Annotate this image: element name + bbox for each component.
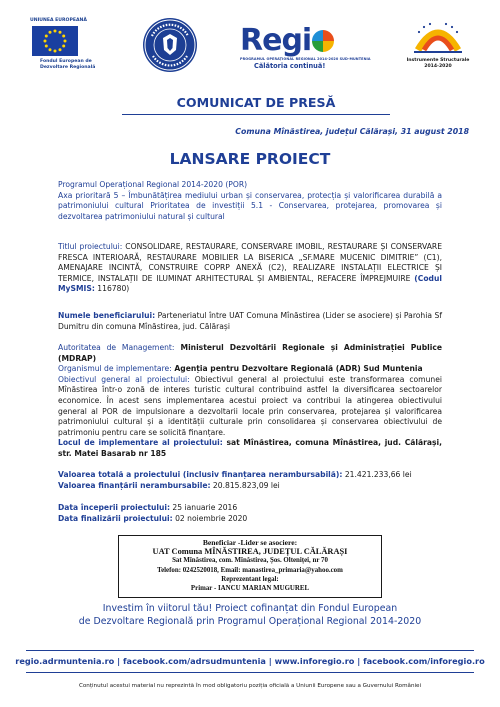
location-value: sat Mînăstirea, comuna Mînăstirea, jud. Călărași, str. Matei Basarab nr 185 [58, 438, 443, 458]
footer-links[interactable]: regio.adrmuntenia.ro | facebook.com/adrsudmuntenia | www.inforegio.ro | facebook.com/inforegio.ro [15, 656, 485, 666]
implementer-line [58, 364, 442, 375]
grant-value-line [58, 481, 442, 492]
government-logo [143, 18, 201, 76]
eu-caption-line-1: Fondul European de [40, 59, 92, 64]
management-block [58, 343, 442, 438]
regio-wordmark [240, 23, 350, 58]
footer-divider-bottom [26, 672, 474, 673]
slogan-line-2: de Dezvoltare Regională prin Programul Operațional Regional 2014-2020 [78, 616, 422, 627]
press-release-banner [122, 95, 390, 115]
authority-value: Ministerul Dezvoltării Regionale și Administrației Publice (MDRAP) [58, 343, 443, 363]
press-release-underline [122, 114, 390, 115]
regio-word: Regi [240, 23, 312, 58]
priority-axis: Axa prioritară 5 – Îmbunătățirea mediului urban și conservarea, protecția și valorificarea durabilă a patrimoniului cultural Prioritatea de investiții 5.1 - Conservarea, protejarea, promovarea și dezvoltarea patrimoniului natural și cultural [58, 190, 442, 221]
objective-line [58, 375, 442, 439]
regio-logo [240, 23, 371, 70]
mysmis-code-value: 116780) [94, 284, 130, 294]
beneficiary-label: Numele beneficiarului: [58, 311, 156, 320]
regio-o-icon [312, 30, 334, 52]
box-contact: Telefon: 0242520018, Email: manastirea_primaria@yahoo.com [157, 566, 343, 574]
start-date-line [58, 503, 442, 514]
authority-line [58, 343, 442, 364]
box-legal-rep-label: Reprezentant legal: [221, 575, 279, 583]
government-seal-icon [143, 18, 197, 72]
mysmis-code-label: (Codul MySMIS: [58, 273, 442, 294]
box-beneficiary-name: UAT Comuna MÎNĂSTIREA, JUDEȚUL CĂLĂRAȘI [152, 547, 348, 557]
structural-instruments-icon [410, 20, 466, 54]
end-date-line [58, 514, 442, 525]
objective-value: Obiectivul general al proiectului este transformarea comunei Mînăstirea într-o zonă de interes turistic cultural contribuind astfel la diversificarea sectoarelor economice. În acest sens implementarea acestui proiect va contribui la atingerea obiectivului general al POR de impulsionare a dezvoltarii locale prin conservarea, protejarea și valorificarea patrimoniului cultural și a identității culturale prin consolidarea și conservarea obiectivului de patrimoniu pentru care se solicită finanțare. [58, 374, 442, 437]
box-legal-rep-name: Primar - IANCU MARIAN MUGUREL [190, 585, 310, 593]
total-value-label: Valoarea totală a proiectului (inclusiv finanțarea nerambursabilă): [58, 470, 343, 479]
program-name: Programul Operațional Regional 2014-2020 (POR) [58, 180, 248, 189]
program-block [58, 180, 442, 222]
project-title-label: Titlul proiectului: [58, 242, 123, 251]
beneficiary-block [58, 311, 442, 332]
project-title-value: CONSOLIDARE, RESTAURARE, CONSERVARE IMOBIL, RESTAURARE ȘI CONSERVARE FRESCA INTERIOARĂ, RESTAURARE MOBILIER LA BISERICA „SF.MARE MUCENIC DIMITRIE” (C1), AMENAJARE INCINTĂ, CONSTRUIRE COPRP ANEXĂ (C2), REALIZARE INSTALAȚII ELECTRICE ȘI TERMICE, INSTALAȚII DE ILUMINAT ARHITECTURAL ȘI AMBIENTAL, REFACERE ÎMPREJMUIRE [58, 242, 442, 283]
slogan-line-1: Investim în viitorul tău! Proiect cofinanțat din Fondul European [102, 603, 398, 614]
box-beneficiary-role: Beneficiar -Lider se asociere: [202, 538, 298, 547]
disclaimer: Conținutul acestui material nu reprezintă în mod obligatoriu poziția oficială a Uniunii Europene sau a Guvernului României [78, 683, 422, 689]
implementer-label: Organismul de implementare: [58, 364, 172, 374]
total-value-line [58, 470, 442, 481]
is-caption-line-1: Instrumente Structurale [406, 58, 470, 63]
funding-slogan [40, 602, 460, 628]
press-release-title: COMUNICAT DE PRESĂ [176, 95, 336, 110]
grant-value-label: Valoarea finanțării nerambursabile: [58, 480, 211, 490]
footer-divider-top [26, 650, 474, 651]
start-date-value: 25 ianuarie 2016 [170, 503, 238, 512]
objective-label: Obiectivul general al proiectului: [58, 374, 190, 384]
regio-program-line: PROGRAMUL OPERAȚIONAL REGIONAL 2014-2020 SUD-MUNTENIA [240, 57, 371, 61]
grant-value-amount: 20.815.823,09 lei [210, 480, 280, 490]
values-block [58, 470, 442, 491]
eu-logo [30, 18, 120, 71]
structural-instruments-caption [400, 58, 476, 70]
eu-flag-icon [32, 26, 78, 56]
beneficiary-contact-box [118, 535, 382, 598]
start-date-label: Data începerii proiectului: [58, 503, 171, 512]
eu-caption-line-2: Dezvoltare Regională [40, 64, 96, 70]
end-date-label: Data finalizării proiectului: [58, 513, 173, 523]
regio-tagline: Călătoria continuă! [254, 62, 326, 70]
location-block [58, 438, 442, 459]
project-title-block [58, 242, 442, 295]
dateline: Comuna Mînăstirea, județul Călărași, 31 august 2018 [235, 127, 469, 136]
authority-label: Autoritatea de Management: [58, 343, 175, 352]
logo-strip [0, 14, 500, 88]
structural-instruments-logo [400, 20, 480, 70]
dates-block [58, 503, 442, 524]
eu-caption [40, 59, 120, 71]
page-heading: LANSARE PROIECT [169, 150, 331, 168]
end-date-value: 02 noiembrie 2020 [172, 513, 248, 523]
eu-label: UNIUNEA EUROPEANĂ [30, 18, 87, 23]
is-caption-line-2: 2014-2020 [424, 63, 452, 69]
box-address: Sat Mînăstirea, com. Mînăstirea, Șos. Olteniței, nr 70 [172, 557, 328, 565]
implementer-value: Agenția pentru Dezvoltare Regională (ADR) Sud Muntenia [171, 364, 423, 374]
beneficiary-value: Parteneriatul între UAT Comuna Mînăstirea (Lider se asociere) și Parohia Sf Dumitru din comuna Mînăstirea, jud. Călărași [58, 311, 442, 331]
location-label: Locul de implementare al proiectului: [58, 438, 223, 447]
total-value-amount: 21.421.233,66 lei [342, 470, 412, 479]
